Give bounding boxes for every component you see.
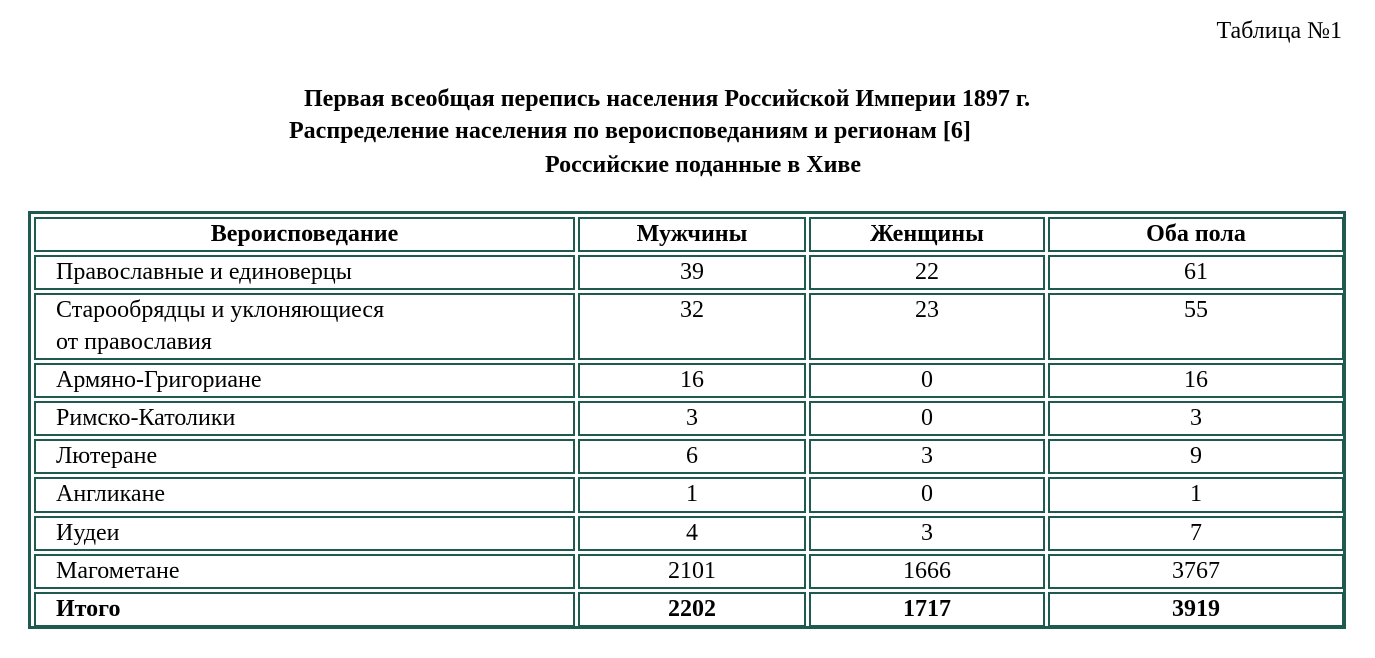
table-row: [34, 516, 1344, 551]
total-men: 2202: [578, 592, 806, 627]
header-women: Женщины: [809, 217, 1045, 252]
cell-men: 2101: [578, 554, 806, 589]
cell-both: 3: [1048, 401, 1344, 436]
table-row: [34, 554, 1344, 589]
cell-both: 16: [1048, 363, 1344, 398]
cell-women: 3: [809, 516, 1045, 551]
row-label: Магометане: [34, 554, 575, 589]
cell-both: 1: [1048, 477, 1344, 512]
cell-women: 0: [809, 477, 1045, 512]
cell-men: 16: [578, 363, 806, 398]
table-row: [34, 363, 1344, 398]
table-row: [34, 293, 1344, 359]
title-line-3: Российские поданные в Хиве: [545, 152, 862, 178]
title-line-2: Распределение населения по вероисповеданиям и регионам [6]: [289, 118, 971, 144]
header-religion: Вероисповедание: [34, 217, 575, 252]
row-label-line-2: от православия: [56, 328, 212, 355]
table-row: [34, 477, 1344, 512]
cell-men: 3: [578, 401, 806, 436]
table-number: Таблица №1: [1216, 18, 1342, 44]
row-label: Римско-Католики: [34, 401, 575, 436]
header-men: Мужчины: [578, 217, 806, 252]
table-row: [34, 255, 1344, 290]
row-label: Армяно-Григориане: [34, 363, 575, 398]
row-label: Иудеи: [34, 516, 575, 551]
cell-men: 4: [578, 516, 806, 551]
cell-both: 7: [1048, 516, 1344, 551]
table-row: [34, 439, 1344, 474]
cell-women: 23: [809, 293, 1045, 359]
row-label: Православные и единоверцы: [34, 255, 575, 290]
title-line-1: Первая всеобщая перепись населения Российской Империи 1897 г.: [304, 86, 1031, 112]
cell-men: 6: [578, 439, 806, 474]
row-label: Лютеране: [34, 439, 575, 474]
total-both: 3919: [1048, 592, 1344, 627]
table-total-row: [34, 592, 1344, 627]
cell-both: 55: [1048, 293, 1344, 359]
row-label: Англикане: [34, 477, 575, 512]
cell-men: 39: [578, 255, 806, 290]
cell-women: 0: [809, 401, 1045, 436]
cell-both: 3767: [1048, 554, 1344, 589]
cell-women: 22: [809, 255, 1045, 290]
census-table: [28, 211, 1346, 629]
cell-both: 61: [1048, 255, 1344, 290]
table-row: [34, 401, 1344, 436]
cell-women: 0: [809, 363, 1045, 398]
total-label: Итого: [34, 592, 575, 627]
total-women: 1717: [809, 592, 1045, 627]
header-both: Оба пола: [1048, 217, 1344, 252]
row-label-line-1: Старообрядцы и уклоняющиеся: [56, 297, 385, 324]
cell-women: 3: [809, 439, 1045, 474]
row-label: [34, 293, 575, 359]
table-header-row: [34, 217, 1344, 252]
cell-both: 9: [1048, 439, 1344, 474]
cell-men: 1: [578, 477, 806, 512]
cell-women: 1666: [809, 554, 1045, 589]
cell-men: 32: [578, 293, 806, 359]
